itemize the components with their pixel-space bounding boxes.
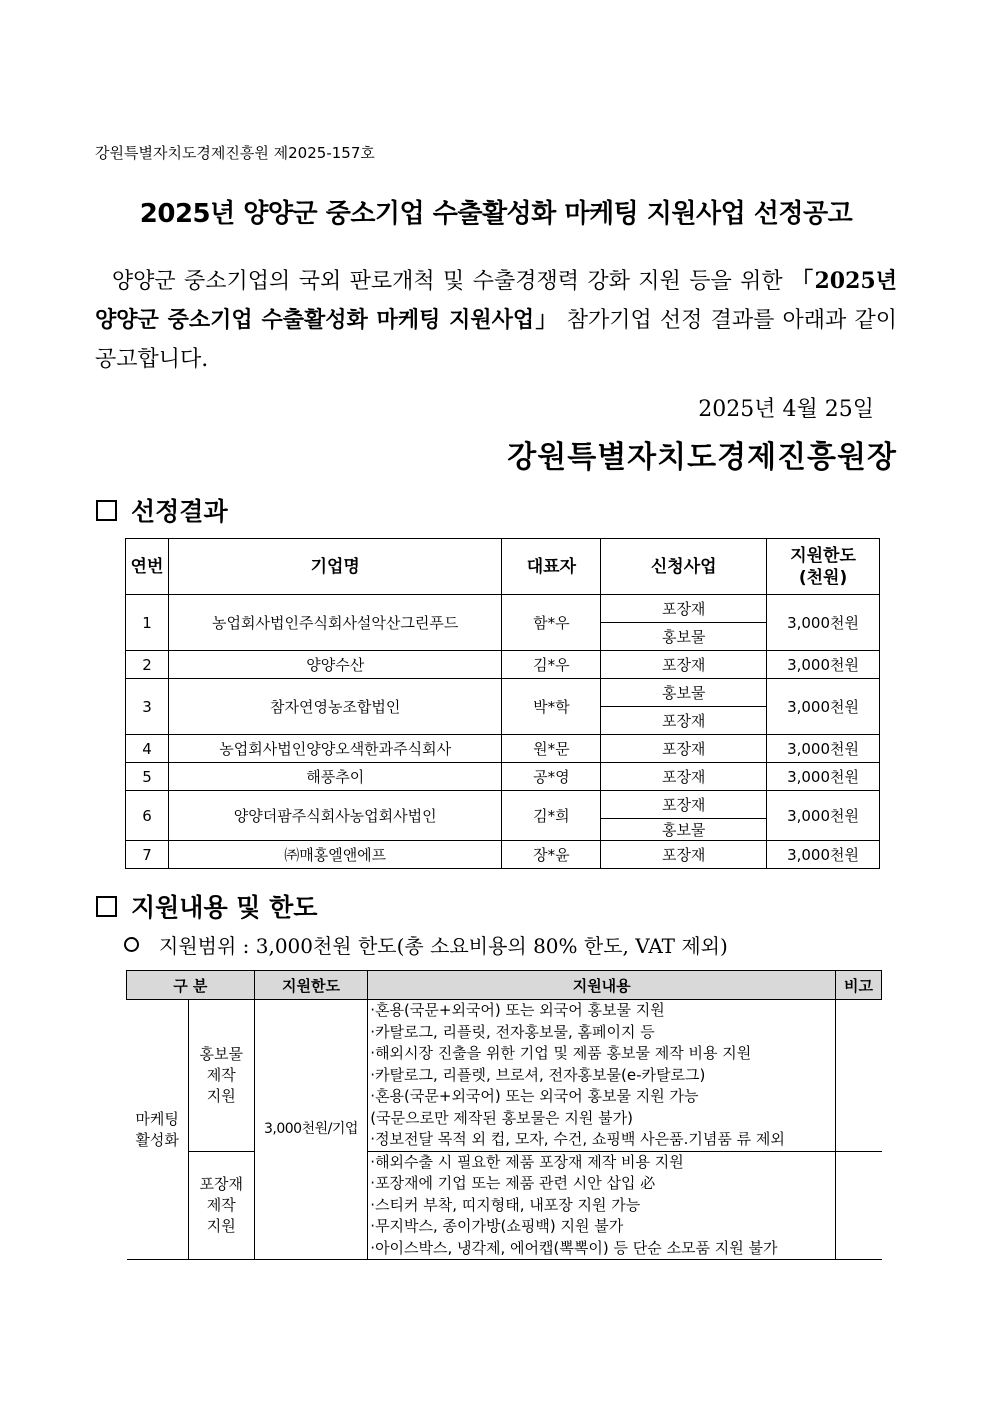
- cell-no: 5: [126, 763, 169, 791]
- cell-rep: 공*영: [502, 763, 601, 791]
- cell-company: 해풍추이: [168, 763, 502, 791]
- section-support-details: [96, 888, 317, 924]
- category-line1: 마케팅: [135, 1109, 179, 1128]
- header-limit-line1: 지원한도: [790, 545, 856, 566]
- cell-limit: 3,000천원: [767, 679, 880, 735]
- cell-remarks: [836, 1151, 882, 1260]
- header-limit-line2: (천원): [798, 567, 848, 588]
- sub1-line3: 지원: [206, 1086, 236, 1105]
- table-row: [126, 763, 880, 791]
- cell-project: 포장재: [601, 651, 767, 679]
- issuer-name: 강원특별자치도경제진흥원장: [507, 440, 897, 475]
- cell-company: 농업회사법인양양오색한과주식회사: [168, 735, 502, 763]
- cell-company: 양양수산: [168, 651, 502, 679]
- cell-company: 양양더팜주식회사농업회사법인: [168, 791, 502, 841]
- cell-project: 포장재: [601, 791, 767, 819]
- content-line: ·혼용(국문+외국어) 또는 외국어 홍보물 지원 가능: [370, 1087, 699, 1105]
- section-title: 지원내용 및 한도: [131, 893, 318, 922]
- table-row: [126, 841, 880, 869]
- square-bullet-icon: [96, 896, 117, 917]
- cell-project: 포장재: [601, 763, 767, 791]
- section-selection-results: [96, 492, 228, 528]
- header-no: 연번: [126, 539, 169, 595]
- cell-no: 7: [126, 841, 169, 869]
- table-row: [126, 679, 880, 707]
- content-line: ·스티커 부착, 띠지형태, 내포장 지원 가능: [370, 1195, 641, 1214]
- header-limit: [767, 539, 880, 595]
- support-scope-text: 지원범위 : 3,000천원 한도(총 소요비용의 80% 한도, VAT 제외): [159, 934, 728, 958]
- cell-project: 포장재: [601, 707, 767, 735]
- content-line: ·해외시장 진출을 위한 기업 및 제품 홍보물 제작 비용 지원: [370, 1044, 752, 1062]
- cell-category: [127, 1000, 189, 1260]
- cell-company: 농업회사법인주식회사설악산그린푸드: [168, 595, 502, 651]
- content-line: ·무지박스, 종이가방(쇼핑백) 지원 불가: [370, 1217, 624, 1235]
- header-category: 구 분: [127, 971, 255, 1000]
- content-line: (국문으로만 제작된 홍보물은 지원 불가): [370, 1108, 633, 1127]
- announcement-date: 2025년 4월 25일: [698, 397, 874, 422]
- content-line: ·정보전달 목적 외 컵, 모자, 수건, 쇼핑백 사은품.기념품 류 제외: [370, 1130, 785, 1148]
- table-row: [126, 735, 880, 763]
- cell-no: 3: [126, 679, 169, 735]
- table-header-row: [126, 539, 880, 595]
- header-rep: 대표자: [502, 539, 601, 595]
- header-company: 기업명: [168, 539, 502, 595]
- cell-project: 포장재: [601, 735, 767, 763]
- intro-paragraph: [95, 262, 897, 379]
- cell-limit: 3,000천원: [767, 841, 880, 869]
- cell-no: 2: [126, 651, 169, 679]
- table-row: [126, 595, 880, 623]
- results-table: [125, 538, 880, 869]
- cell-rep: 장*윤: [502, 841, 601, 869]
- content-line: ·아이스박스, 냉각제, 에어캡(뽁뽁이) 등 단순 소모품 지원 불가: [370, 1238, 778, 1257]
- table-row: [126, 791, 880, 819]
- cell-limit: 3,000천원: [767, 735, 880, 763]
- circle-bullet-icon: [124, 937, 139, 952]
- section-title: 선정결과: [131, 497, 228, 526]
- content-line: ·혼용(국문+외국어) 또는 외국어 홍보물 지원: [370, 1001, 665, 1019]
- cell-no: 6: [126, 791, 169, 841]
- header-project: 신청사업: [601, 539, 767, 595]
- cell-rep: 김*희: [502, 791, 601, 841]
- sub2-line1: 포장재: [199, 1174, 243, 1193]
- cell-limit: 3,000천원: [767, 763, 880, 791]
- cell-no: 1: [126, 595, 169, 651]
- cell-subcategory: [188, 1151, 254, 1260]
- cell-content: [368, 1151, 836, 1260]
- cell-project: 포장재: [601, 595, 767, 623]
- content-line: ·카탈로그, 리플렛, 브로셔, 전자홍보물(e-카탈로그): [370, 1065, 706, 1084]
- content-line: ·해외수출 시 필요한 제품 포장재 제작 비용 지원: [370, 1152, 684, 1171]
- cell-limit: 3,000천원: [767, 595, 880, 651]
- cell-rep: 원*문: [502, 735, 601, 763]
- support-scope: [124, 930, 728, 959]
- support-table: [126, 970, 882, 1260]
- cell-company: ㈜매홍엘앤에프: [168, 841, 502, 869]
- intro-text-2: 참가기업 선정 결과를 아래과 같이 공고합니다.: [95, 308, 897, 372]
- table-row: [126, 651, 880, 679]
- cell-project: 홍보물: [601, 819, 767, 841]
- header-remarks: 비고: [836, 971, 882, 1000]
- sub1-line2: 제작: [206, 1065, 236, 1084]
- table-header-row: [127, 971, 882, 1000]
- category-line2: 활성화: [135, 1130, 179, 1149]
- document-number: 강원특별자치도경제진흥원 제2025-157호: [95, 144, 375, 162]
- table-row: [127, 1000, 882, 1152]
- cell-project: 홍보물: [601, 679, 767, 707]
- content-line: ·포장재에 기업 또는 제품 관련 시안 삽입 必: [370, 1174, 656, 1192]
- square-bullet-icon: [96, 500, 117, 521]
- sub2-line3: 지원: [206, 1216, 236, 1235]
- cell-limit: 3,000천원/기업: [254, 1000, 368, 1260]
- table-row: [127, 1151, 882, 1260]
- header-content: 지원내용: [368, 971, 836, 1000]
- cell-remarks: [836, 1000, 882, 1152]
- cell-no: 4: [126, 735, 169, 763]
- cell-limit: 3,000천원: [767, 651, 880, 679]
- cell-content: [368, 1000, 836, 1152]
- cell-company: 참자연영농조합법인: [168, 679, 502, 735]
- sub2-line2: 제작: [206, 1195, 236, 1214]
- cell-limit: 3,000천원: [767, 791, 880, 841]
- cell-rep: 김*우: [502, 651, 601, 679]
- intro-text-1: 양양군 중소기업의 국외 판로개척 및 수출경쟁력 강화 지원 등을 위한: [111, 269, 792, 294]
- cell-subcategory: [188, 1000, 254, 1152]
- cell-project: 포장재: [601, 841, 767, 869]
- sub1-line1: 홍보물: [199, 1044, 243, 1063]
- page-title: 2025년 양양군 중소기업 수출활성화 마케팅 지원사업 선정공고: [139, 199, 853, 229]
- cell-project: 홍보물: [601, 623, 767, 651]
- cell-rep: 박*학: [502, 679, 601, 735]
- cell-rep: 함*우: [502, 595, 601, 651]
- content-line: ·카탈로그, 리플릿, 전자홍보물, 홈페이지 등: [370, 1022, 655, 1041]
- header-limit: 지원한도: [254, 971, 368, 1000]
- intro-project-name: 「2025년 양양군 중소기업 수출활성화 마케팅 지원사업」: [95, 268, 897, 333]
